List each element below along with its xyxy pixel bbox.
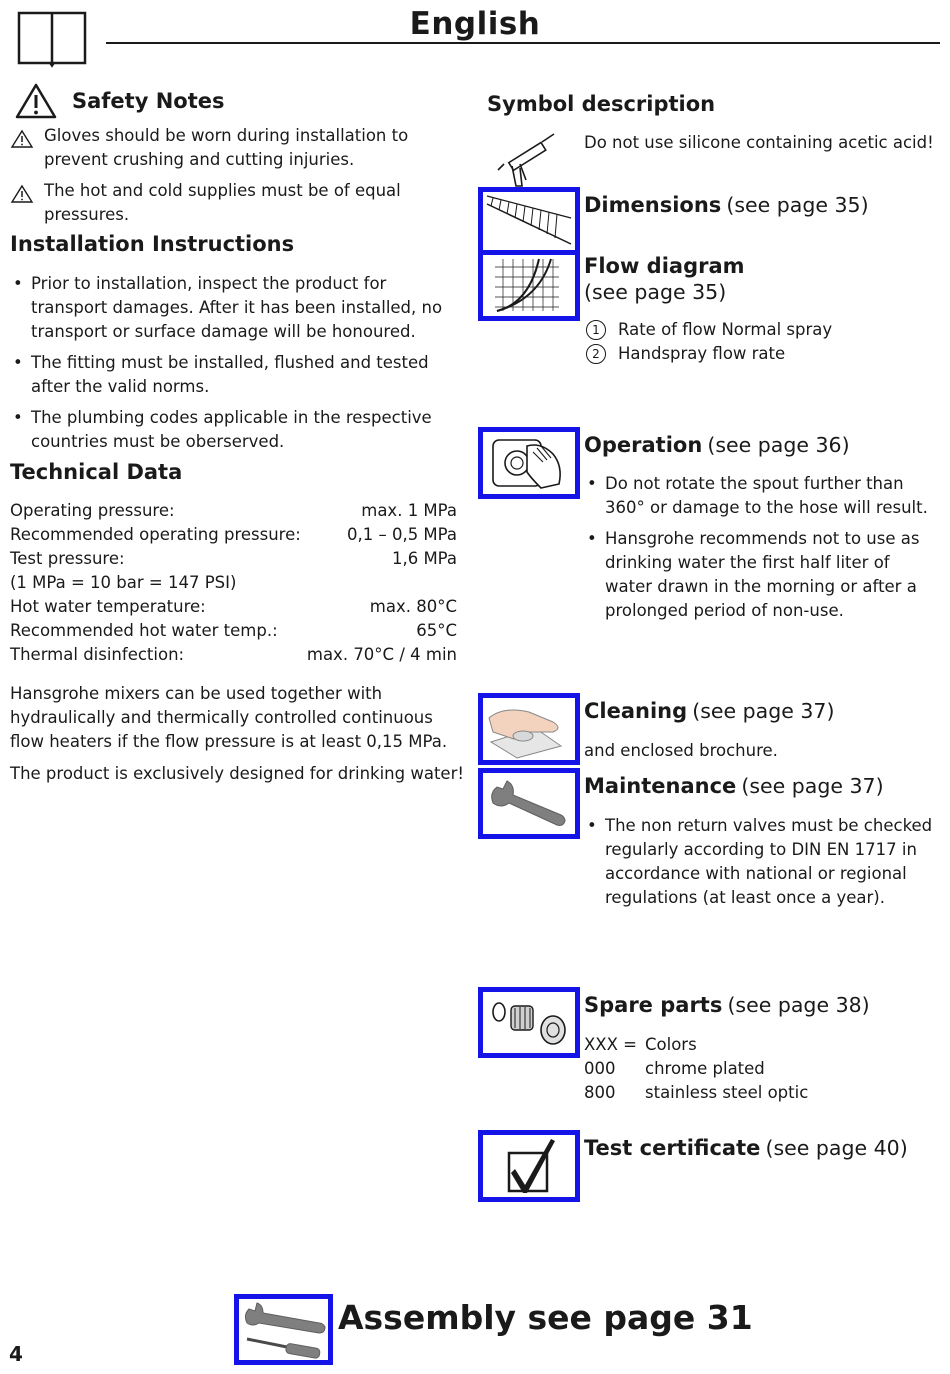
page-title: English bbox=[409, 6, 541, 42]
spare-code: 800 bbox=[584, 1083, 616, 1102]
tech-label: Thermal disinfection: bbox=[10, 645, 185, 664]
list-item: • Prior to installation, inspect the product for transport damages. After it has been installed, no transport or surface damage will be honoured. bbox=[10, 272, 455, 344]
flow-legend-item bbox=[586, 318, 832, 342]
cleaning-title: Cleaning bbox=[584, 699, 688, 723]
cleaning-text: and enclosed brochure. bbox=[584, 741, 778, 760]
flow-chart-icon bbox=[478, 250, 580, 321]
flow-heading bbox=[584, 254, 745, 304]
tech-value: max. 70°C / 4 min bbox=[306, 645, 457, 664]
spare-row bbox=[584, 1057, 808, 1081]
technical-note: The product is exclusively designed for drinking water! bbox=[10, 764, 464, 783]
cleaning-heading bbox=[584, 699, 834, 723]
silicone-warning: Do not use silicone containing acetic acid! bbox=[584, 133, 934, 152]
operation-list bbox=[584, 472, 934, 630]
number-badge: 1 bbox=[586, 320, 606, 340]
list-item: • The plumbing codes applicable in the respective countries must be oberserved. bbox=[10, 406, 455, 454]
technical-table bbox=[10, 499, 457, 667]
cleaning-hand-icon bbox=[478, 693, 580, 765]
test-page: (see page 40) bbox=[765, 1136, 908, 1160]
maintenance-heading bbox=[584, 774, 884, 798]
tech-label: Recommended operating pressure: bbox=[10, 525, 301, 544]
tech-label: (1 MPa = 10 bar = 147 PSI) bbox=[10, 573, 237, 592]
dimensions-heading bbox=[584, 193, 869, 217]
dimensions-title: Dimensions bbox=[584, 193, 722, 217]
spare-code: 000 bbox=[584, 1059, 616, 1078]
tech-row bbox=[10, 571, 457, 595]
installation-title: Installation Instructions bbox=[10, 232, 295, 256]
safety-notes bbox=[10, 124, 465, 227]
dimensions-page: (see page 35) bbox=[726, 193, 869, 217]
tech-label: Operating pressure: bbox=[10, 501, 175, 520]
tech-label: Test pressure: bbox=[10, 549, 125, 568]
safety-note bbox=[10, 124, 465, 172]
flow-page: (see page 35) bbox=[584, 280, 727, 304]
list-item: • Hansgrohe recommends not to use as drinking water the first half liter of water drawn in the morning or after a prolonged period of non-use. bbox=[584, 527, 934, 623]
tech-value: 1,6 MPa bbox=[391, 549, 457, 568]
warning-icon bbox=[14, 82, 58, 120]
spare-row bbox=[584, 1033, 808, 1057]
operation-title: Operation bbox=[584, 433, 703, 457]
tools-icon bbox=[234, 1294, 333, 1365]
tech-row bbox=[10, 547, 457, 571]
installation-list bbox=[10, 272, 455, 461]
tech-value: max. 1 MPa bbox=[361, 501, 457, 520]
tech-row bbox=[10, 499, 457, 523]
flow-legend-text: Rate of flow Normal spray bbox=[618, 320, 833, 339]
safety-note bbox=[10, 179, 465, 227]
wrench-icon bbox=[478, 768, 580, 839]
safety-note-text: Gloves should be worn during installation to prevent crushing and cutting injuries. bbox=[44, 126, 409, 169]
tech-value: max. 80°C bbox=[369, 597, 457, 616]
flow-legend-text: Handspray flow rate bbox=[618, 344, 786, 363]
tech-row bbox=[10, 523, 457, 547]
maintenance-page: (see page 37) bbox=[741, 774, 884, 798]
safety-heading bbox=[14, 82, 225, 120]
spare-table bbox=[584, 1033, 808, 1105]
test-heading bbox=[584, 1136, 908, 1160]
tech-value: 65°C bbox=[416, 621, 457, 640]
tech-row bbox=[10, 643, 457, 667]
safety-title: Safety Notes bbox=[72, 89, 225, 113]
assembly-reference: Assembly see page 31 bbox=[338, 1298, 753, 1337]
operation-heading bbox=[584, 433, 850, 457]
spare-parts-icon bbox=[478, 987, 580, 1058]
spare-row bbox=[584, 1081, 808, 1105]
checkmark-icon bbox=[478, 1130, 580, 1202]
spare-desc: Colors bbox=[645, 1035, 697, 1054]
silicone-gun-icon bbox=[494, 130, 560, 190]
flow-legend bbox=[586, 318, 832, 366]
flow-title: Flow diagram bbox=[584, 254, 745, 278]
test-title: Test certificate bbox=[584, 1136, 761, 1160]
ruler-icon bbox=[478, 187, 580, 255]
hand-knob-icon bbox=[478, 427, 580, 499]
maintenance-title: Maintenance bbox=[584, 774, 737, 798]
safety-note-text: The hot and cold supplies must be of equal pressures. bbox=[44, 181, 401, 224]
operation-page: (see page 36) bbox=[707, 433, 850, 457]
list-item: • Do not rotate the spout further than 360° or damage to the hose will result. bbox=[584, 472, 934, 520]
technical-paragraph: Hansgrohe mixers can be used together with hydraulically and thermically controlled continuous flow heaters if the flow pressure is at least 0,15 MPa. bbox=[10, 684, 448, 751]
list-item: • The fitting must be installed, flushed and tested after the valid norms. bbox=[10, 351, 455, 399]
maintenance-list bbox=[584, 814, 934, 917]
cleaning-page: (see page 37) bbox=[692, 699, 835, 723]
list-item: • The non return valves must be checked regularly according to DIN EN 1717 in accordance with national or regional regulations (at least once a year). bbox=[584, 814, 934, 910]
number-badge: 2 bbox=[586, 344, 606, 364]
warning-icon bbox=[10, 184, 34, 204]
tech-row bbox=[10, 619, 457, 643]
warning-icon bbox=[10, 129, 34, 149]
flow-legend-item bbox=[586, 342, 832, 366]
spare-title: Spare parts bbox=[584, 993, 723, 1017]
spare-heading bbox=[584, 993, 870, 1017]
technical-title: Technical Data bbox=[10, 460, 183, 484]
symbols-title: Symbol description bbox=[487, 92, 716, 116]
spare-desc: stainless steel optic bbox=[645, 1083, 809, 1102]
tech-label: Hot water temperature: bbox=[10, 597, 206, 616]
spare-desc: chrome plated bbox=[645, 1059, 765, 1078]
page-number: 4 bbox=[9, 1342, 23, 1366]
header-rule bbox=[106, 42, 940, 44]
tech-value: 0,1 – 0,5 MPa bbox=[346, 525, 457, 544]
spare-code: XXX = bbox=[584, 1035, 637, 1054]
tech-row bbox=[10, 595, 457, 619]
spare-page: (see page 38) bbox=[727, 993, 870, 1017]
tech-label: Recommended hot water temp.: bbox=[10, 621, 278, 640]
